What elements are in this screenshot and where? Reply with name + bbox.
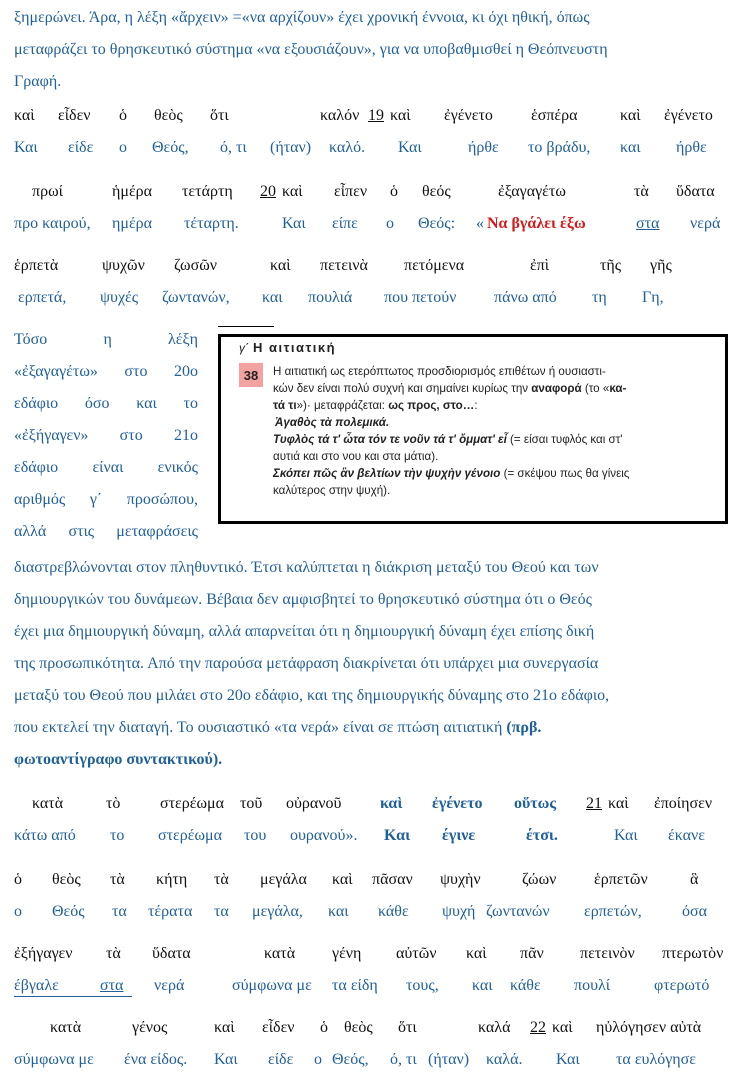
intro-line [14, 8, 726, 28]
translation-word: τη [592, 289, 607, 306]
verse-number: 19 [368, 107, 384, 124]
translation-word: Και [556, 1051, 580, 1068]
translation-word: ερπετά, [18, 289, 67, 306]
side-word: 21ο [173, 427, 198, 444]
translation-word: ο [386, 215, 394, 232]
greek-word: τὸ [106, 795, 121, 812]
greek-word: ὅτι [398, 1019, 417, 1036]
greek-word: καὶ [14, 107, 35, 124]
body-text: δημιουργικών του δυνάμεων. Βέβαια δεν αμφισβητεί το θρησκευτικό σύστημα ότι ο Θεός [14, 591, 592, 608]
inset-text [273, 380, 719, 397]
side-line [14, 426, 198, 458]
side-word: λέξη [168, 331, 198, 348]
translation-word: προ καιρού, [14, 215, 91, 232]
greek-word: εἶδεν [58, 107, 91, 124]
translation-word: πάνω από [494, 289, 557, 306]
translation-word: μεγάλα, [252, 903, 303, 920]
body-line [14, 686, 726, 706]
inset-bold: τά τι [273, 399, 297, 412]
translation-word: κάθε [510, 977, 541, 994]
greek-word: ζώων [522, 871, 557, 888]
greek-word: ὁ [390, 183, 398, 200]
translation-word: πουλί [574, 977, 611, 994]
side-word: είναι [92, 459, 124, 476]
translation-word: όσα [682, 903, 708, 920]
inset-bold: κα- [609, 382, 627, 395]
greek-word: ζωσῶν [174, 257, 217, 274]
translation-word: ό, τι [220, 139, 247, 156]
translation-word: κάθε [378, 903, 409, 920]
greek-word: ἡμέρα [112, 183, 153, 200]
inset-example: Ἀγαθὸς τὰ πολεμικά. [275, 416, 390, 429]
greek-word-highlight: οὕτως [514, 795, 557, 812]
greek-word: θεὸς [154, 107, 183, 124]
translation-word: ζωντανών [486, 903, 550, 920]
body-line [14, 590, 726, 610]
body-text: που εκτελεί την διαταγή. Το ουσιαστικό «τα νερά» είναι σε πτώση αιτιατική [14, 719, 507, 736]
inset-marker: γ΄ [239, 341, 249, 355]
translation-word: ψυχή [442, 903, 476, 920]
greek-word: πᾶν [520, 945, 544, 962]
greek-word: ἐπὶ [530, 257, 550, 274]
side-word: «ἐξήγαγεν» [14, 427, 89, 444]
translation-word: έκανε [668, 827, 705, 844]
translation-word: στα [100, 977, 124, 994]
side-word: Τόσο [14, 331, 48, 348]
side-word: αλλά [14, 523, 47, 540]
greek-word: θεός [422, 183, 451, 200]
translation-word: στερέωμα [158, 827, 222, 844]
side-word: στο [119, 427, 143, 444]
translation-word: σύμφωνα με [232, 977, 312, 994]
translation-word: ψυχές [100, 289, 139, 306]
inset-text [273, 431, 719, 448]
greek-word: ἐγένετο [664, 107, 713, 124]
intro-text: ξημερώνει. Άρα, η λέξη «ἄρχειν» =«να αρχίζουν» έχει χρονική έννοια, κι όχι ηθική, όπως [14, 9, 590, 26]
greek-word: καὶ [608, 795, 629, 812]
translation-word: (ήταν) [428, 1051, 470, 1068]
translation-word-highlight: έγινε [442, 827, 476, 844]
inset-text: καλύτερος στην ψυχή). [273, 484, 391, 497]
greek-word: κατὰ [264, 945, 296, 962]
translation-word: ήρθε [676, 139, 707, 156]
greek-word: πετεινὰ [320, 257, 368, 274]
translation-word: καλά. [486, 1051, 523, 1068]
side-word: η [103, 331, 112, 348]
translation-word: νερά [690, 215, 721, 232]
translation-word: Θεός: [418, 215, 456, 232]
greek-word: γένος [132, 1019, 168, 1036]
body-text: μεταξύ του Θεού που μιλάει στο 20ο εδάφιο, και της δημιουργικής δύναμης στο 21ο εδάφιο, [14, 687, 610, 704]
greek-word: εἶπεν [334, 183, 368, 200]
translation-word: ένα είδος. [124, 1051, 188, 1068]
body-bold: φωτοαντίγραφο συντακτικού). [14, 751, 223, 768]
translation-word: και [472, 977, 493, 994]
side-line [14, 330, 198, 362]
greek-word: ἐγένετο [444, 107, 493, 124]
inset-example: Σκόπει πῶς ἂν βελτίων τὴν ψυχὴν γένοιο [273, 467, 501, 480]
body-line [14, 750, 726, 770]
translation-word: και [328, 903, 349, 920]
verse-number: 22 [530, 1019, 546, 1036]
body-line [14, 558, 726, 578]
greek-word-highlight: ἐγένετο [432, 795, 483, 812]
inset-span: (= είσαι τυφλός και στ' [506, 433, 623, 446]
inset-paragraph [273, 363, 719, 499]
translation-word: πουλιά [308, 289, 353, 306]
greek-word: ὁ [119, 107, 127, 124]
translation-word: είδε [268, 1051, 294, 1068]
greek-word: ἃ [690, 871, 699, 888]
translation-word: Γη, [642, 289, 664, 306]
greek-word: καὶ [332, 871, 353, 888]
translation-word: και [262, 289, 283, 306]
side-line [14, 490, 198, 522]
greek-word: ἑρπετῶν [594, 871, 648, 888]
greek-word: ηὐλόγησεν αὐτὰ [596, 1019, 702, 1036]
inset-text: αυτιά και στο νου και στα μάτια). [273, 450, 439, 463]
inset-text [273, 465, 719, 482]
greek-word: μεγάλα [260, 871, 307, 888]
inset-example: Τυφλὸς τά τ' ὦτα τόν τε νοῦν τά τ' ὄμματ' εἶ [273, 433, 507, 446]
inset-span: : [474, 399, 478, 412]
inset-text [273, 397, 719, 414]
greek-word: πτερωτὸν [662, 945, 724, 962]
body-line [14, 654, 726, 674]
translation-word: τους, [406, 977, 439, 994]
greek-word: καλόν [320, 107, 360, 124]
translation-word: Θεός, [332, 1051, 369, 1068]
translation-word: ο [119, 139, 127, 156]
greek-word: εἶδεν [262, 1019, 295, 1036]
verse-number: 20 [260, 183, 276, 200]
side-line [14, 362, 198, 394]
body-text: διαστρεβλώνονται στον πληθυντικό. Έτσι καλύπτεται η διάκριση μεταξύ του Θεού και των [14, 559, 599, 576]
translation-word: ερπετών, [584, 903, 642, 920]
side-word: προσώπου, [126, 491, 198, 508]
inset-span: »)· μεταφράζεται: [296, 399, 389, 412]
translation-word: « [476, 215, 484, 232]
greek-word: τὰ [634, 183, 649, 200]
greek-word: καὶ [270, 257, 291, 274]
side-word: στις [68, 523, 95, 540]
translation-word-highlight: έτσι. [526, 827, 558, 844]
translation-word: (ήταν) [270, 139, 312, 156]
greek-word: ἐξήγαγεν [14, 945, 73, 962]
greek-word: ὕδατα [152, 945, 191, 962]
greek-word: θεὸς [52, 871, 81, 888]
translation-word: Θεός [52, 903, 85, 920]
translation-word: ζωντανών, [162, 289, 230, 306]
translation-word: το [110, 827, 125, 844]
side-line [14, 394, 198, 426]
rule-number-badge: 38 [239, 363, 263, 387]
greek-word: ψυχῶν [102, 257, 145, 274]
greek-word: ἐποίησεν [654, 795, 713, 812]
translation-word: τα ευλόγησε [616, 1051, 696, 1068]
intro-line [14, 40, 726, 60]
intro-line [14, 72, 726, 92]
translation-word: τα [214, 903, 229, 920]
side-word: ενικός [157, 459, 198, 476]
greek-word: πετόμενα [404, 257, 465, 274]
greek-word: γῆς [650, 257, 672, 274]
greek-word: καὶ [282, 183, 303, 200]
translation-word: που πετούν [384, 289, 457, 306]
translation-word: στα [636, 215, 660, 232]
inset-title: Η αιτιατική [253, 340, 337, 355]
side-word: μεταφράσεις [116, 523, 198, 540]
side-word: όσο [84, 395, 110, 412]
greek-word: ἐξαγαγέτω [498, 183, 566, 200]
translation-word: κάτω από [14, 827, 76, 844]
translation-word: Θεός, [152, 139, 189, 156]
greek-word: πᾶσαν [372, 871, 413, 888]
greek-word: αὐτῶν [396, 945, 437, 962]
inset-bold: ως προς, στο… [388, 399, 475, 412]
greek-word: κατὰ [32, 795, 64, 812]
greek-word: καλά [478, 1019, 511, 1036]
translation-word: Και [398, 139, 422, 156]
verse-number: 21 [586, 795, 602, 812]
inset-span: κών δεν είναι πολύ συχνή και σημαίνει κυρίως την [273, 382, 532, 395]
inset-span: (το « [581, 382, 610, 395]
greek-word: ὁ [320, 1019, 328, 1036]
greek-word: ὁ [14, 871, 22, 888]
translation-word: τέταρτη. [184, 215, 239, 232]
side-word: 20ο [174, 363, 198, 380]
greek-word: τὰ [110, 871, 125, 888]
translation-word: Και [14, 139, 38, 156]
side-word: το [183, 395, 198, 412]
greek-word: καὶ [552, 1019, 573, 1036]
grammar-inset-box [218, 334, 728, 524]
greek-word: τετάρτη [182, 183, 233, 200]
translation-word: τα είδη [332, 977, 378, 994]
greek-word: καὶ [214, 1019, 235, 1036]
body-text: της προσωπικότητα. Από την παρούσα μετάφραση διακρίνεται ότι υπάρχει μια συνεργασία [14, 655, 599, 672]
side-word: εδάφιο [14, 459, 59, 476]
translation-word: το βράδυ, [528, 139, 591, 156]
side-line [14, 522, 198, 554]
highlighted-translation: Να βγάλει έξω [487, 215, 586, 232]
side-word: «ἐξαγαγέτω» [14, 363, 98, 380]
translation-word: ημέρα [112, 215, 153, 232]
translation-word: ό, τι [390, 1051, 417, 1068]
translation-word: ο [314, 1051, 322, 1068]
translation-word: ουρανού». [290, 827, 358, 844]
inset-divider [218, 326, 274, 327]
inset-span: (= σκέψου πως θα γίνεις [500, 467, 630, 480]
greek-word: καὶ [620, 107, 641, 124]
translation-word: έβγαλε [14, 976, 132, 997]
translation-word: τέρατα [148, 903, 193, 920]
greek-word: ψυχὴν [440, 871, 481, 888]
greek-word: τὰ [214, 871, 229, 888]
translation-word: καλό. [329, 139, 366, 156]
translation-word: νερά [154, 977, 185, 994]
translation-word: είπε [332, 215, 358, 232]
side-line [14, 458, 198, 490]
greek-word: καὶ [390, 107, 411, 124]
inset-text: Η αιτιατική ως ετερόπτωτος προσδιορισμός επιθέτων ή ουσιαστι- [273, 365, 606, 378]
side-word: και [136, 395, 157, 412]
body-text: έχει μια δημιουργική δύναμη, αλλά απαρνείται ότι η δημιουργική δύναμη έχει επίσης δική [14, 623, 595, 640]
greek-word: κατὰ [50, 1019, 82, 1036]
greek-word-highlight: καὶ [380, 795, 403, 812]
translation-word: τα [112, 903, 127, 920]
greek-word: γένη [332, 945, 362, 962]
greek-word: τοῦ [240, 795, 263, 812]
translation-word: ήρθε [468, 139, 499, 156]
body-bold: (πρβ. [506, 719, 542, 736]
intro-text: Γραφή. [14, 73, 62, 90]
greek-word: πετεινὸν [580, 945, 635, 962]
greek-word: τῆς [600, 257, 622, 274]
greek-word: ἑρπετὰ [14, 257, 59, 274]
side-word: εδάφιο [14, 395, 59, 412]
intro-text: μεταφράζει το θρησκευτικό σύστημα «να εξουσιάζουν», για να υποβαθμισθεί η Θεόπνευστη [14, 41, 608, 58]
translation-word-highlight: Και [384, 827, 411, 844]
translation-word: σύμφωνα με [14, 1051, 94, 1068]
greek-word: κήτη [156, 871, 188, 888]
translation-word: Και [614, 827, 638, 844]
side-word: στο [124, 363, 148, 380]
translation-word: του [244, 827, 267, 844]
greek-word: ἑσπέρα [531, 107, 578, 124]
translation-word: φτερωτό [654, 977, 710, 994]
translation-word: Και [282, 215, 306, 232]
body-line [14, 718, 726, 738]
inset-bold: αναφορά [531, 382, 582, 395]
translation-word: ο [14, 903, 22, 920]
inset-text [273, 414, 719, 431]
greek-word: θεὸς [344, 1019, 373, 1036]
greek-word: οὐρανοῦ [286, 795, 342, 812]
body-line [14, 622, 726, 642]
translation-word: και [620, 139, 641, 156]
translation-word: είδε [68, 139, 94, 156]
greek-word: ὕδατα [676, 183, 715, 200]
greek-word: ὅτι [210, 107, 229, 124]
greek-word: καὶ [466, 945, 487, 962]
greek-word: πρωί [32, 183, 63, 200]
side-word: αριθμός [14, 491, 66, 508]
translation-word: Και [214, 1051, 238, 1068]
side-paragraph [14, 330, 198, 554]
greek-word: στερέωμα [160, 795, 224, 812]
side-word: γ΄ [89, 491, 103, 508]
greek-word: τὰ [106, 945, 121, 962]
